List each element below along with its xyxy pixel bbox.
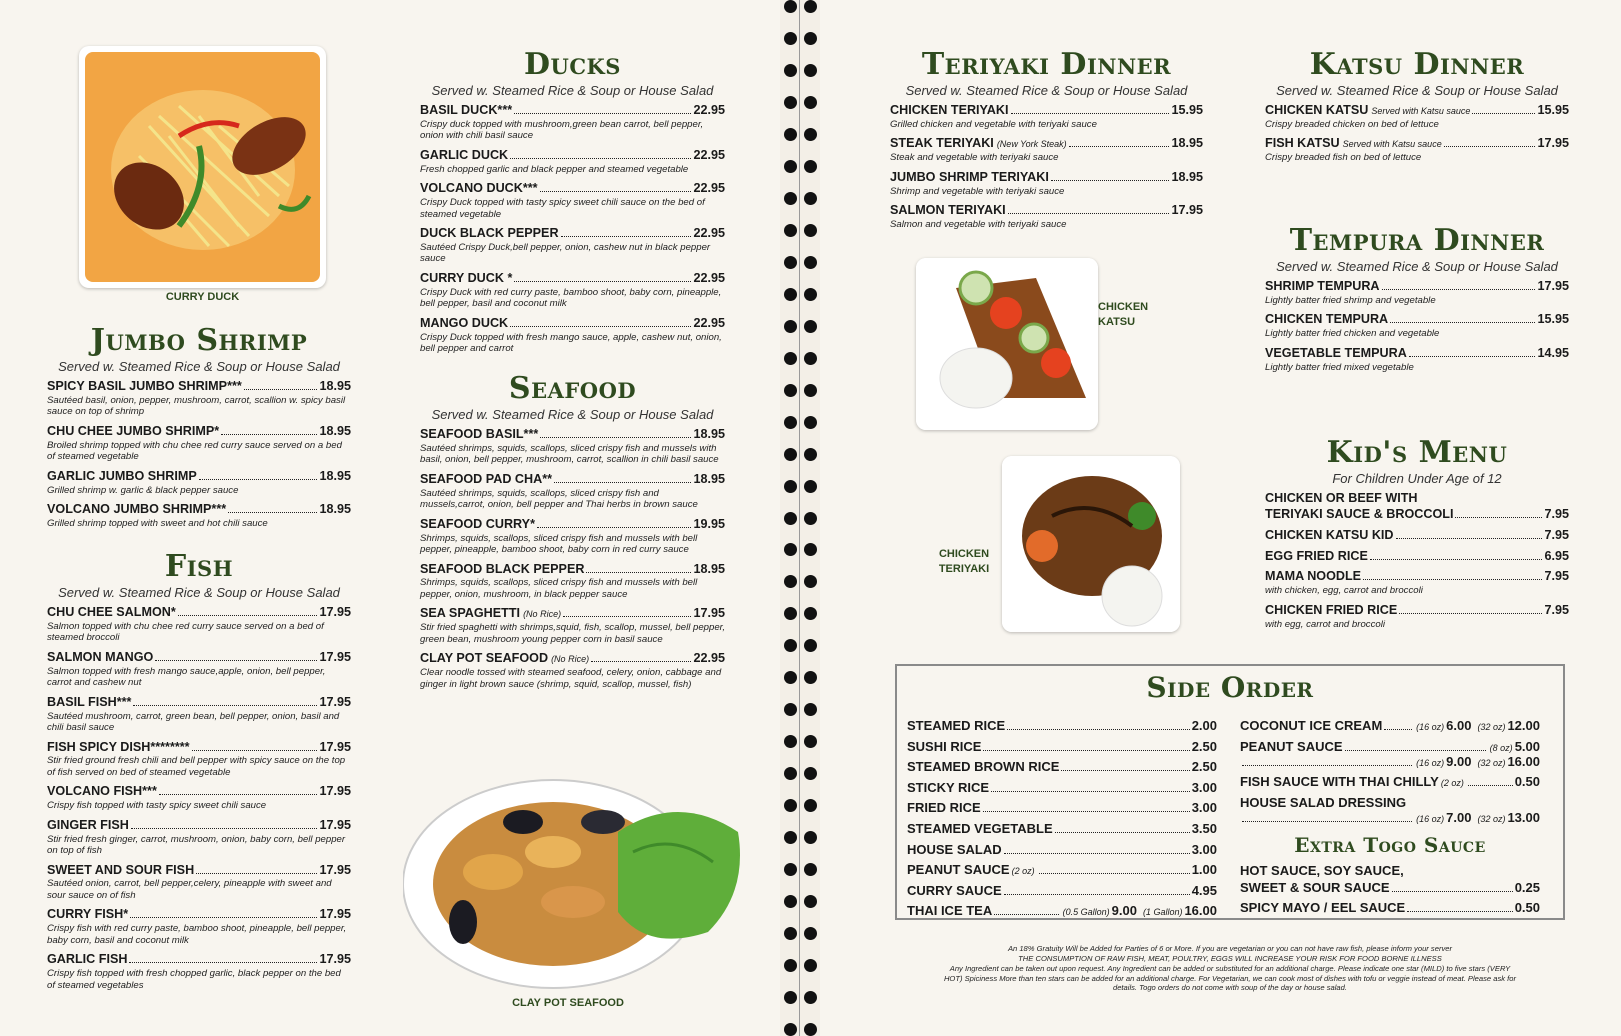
- menu-item-price: 22.95: [693, 270, 725, 285]
- kids-menu-section: [1265, 435, 1569, 637]
- menu-item-price: 22.95: [693, 181, 725, 196]
- menu-item-description: Crispy breaded fish on bed of lettuce: [1265, 152, 1422, 164]
- binding-hole: [784, 160, 797, 173]
- menu-item: [1265, 529, 1569, 543]
- binding-hole: [784, 671, 797, 684]
- menu-item-description: Sautéed onion, carrot, bell pepper,celery, pineapple with sweet and sour sauce on of fish: [47, 878, 332, 901]
- menu-item-price: 7.95: [1544, 506, 1569, 521]
- teriyaki-title: Teriyaki Dinner: [921, 47, 1172, 82]
- menu-item: [1265, 137, 1569, 163]
- menu-item-name: SPICY BASIL JUMBO SHRIMP***: [47, 379, 242, 393]
- menu-item-name: GARLIC FISH: [47, 952, 128, 967]
- ducks-section: [420, 47, 725, 362]
- menu-item-name: SEA SPAGHETTI: [420, 606, 521, 621]
- menu-item: [47, 425, 351, 463]
- footnote-line-2: THE CONSUMPTION OF RAW FISH, MEAT, POULTRY, EGGS WILL INCREASE YOUR RISK FOR FOOD BORNE ILLNESS: [1018, 953, 1442, 963]
- fish-title: Fish: [164, 549, 234, 584]
- peanut-sauce-row: PEANUT SAUCE (8 oz) 5.00: [1240, 738, 1540, 754]
- menu-item-price: 17.95: [319, 784, 351, 799]
- binding-hole: [784, 959, 797, 972]
- menu-item: [47, 380, 351, 418]
- binding-hole: [784, 512, 797, 525]
- side-order-item: STEAMED RICE 2.00: [907, 718, 1217, 733]
- binding-hole: [804, 96, 817, 109]
- menu-item-name: VOLCANO JUMBO SHRIMP***: [47, 502, 227, 517]
- menu-item-name: GINGER FISH: [47, 817, 129, 832]
- menu-item: [47, 651, 351, 689]
- menu-item-note: Served with Katsu sauce: [1342, 139, 1442, 150]
- menu-item: [47, 908, 351, 946]
- menu-item-description: Sautéed basil, onion, pepper, mushroom, carrot, scallion w. spicy basil sauce on top of shrimp: [47, 394, 346, 418]
- menu-item-description: Stir fried spaghetti with shrimps,squid, fish, scallop, mussel, bell pepper, green bean, mushroom young pepper corn in basil sauce: [420, 622, 726, 645]
- menu-item: [890, 171, 1203, 197]
- binding-hole: [784, 831, 797, 844]
- binding-hole: [804, 128, 817, 141]
- menu-item: [420, 652, 725, 690]
- menu-item-name: SEAFOOD PAD CHA**: [420, 471, 553, 486]
- binding-hole: [804, 543, 817, 556]
- menu-item-name: BASIL FISH***: [47, 694, 132, 709]
- spine-line: [799, 0, 800, 1036]
- menu-item-price: 15.95: [1537, 312, 1569, 327]
- binding-hole: [784, 0, 797, 13]
- ducks-list: [420, 104, 725, 355]
- menu-item-description: Salmon topped with fresh mango sauce,apple, onion, bell pepper, carrot and cashew nut: [47, 665, 326, 689]
- togo-line-2: SWEET & SOUR SAUCE 0.25: [1240, 879, 1540, 895]
- binding-hole: [804, 160, 817, 173]
- menu-item-name: CHICKEN KATSU KID: [1265, 527, 1394, 542]
- side-order-title: Side Order: [1146, 671, 1314, 704]
- menu-item-description: Lightly batter fried mixed vegetable: [1265, 361, 1414, 373]
- menu-item-price: 17.95: [319, 907, 351, 922]
- menu-item-price: 18.95: [319, 423, 351, 438]
- menu-item-price: 22.95: [693, 315, 725, 330]
- thai-ice-tea-row: THAI ICE TEA (0.5 Gallon) 9.00 (1 Gallon) 16.00: [907, 903, 1217, 919]
- menu-item: [420, 272, 725, 310]
- menu-item-price: 19.95: [693, 516, 725, 531]
- seafood-title: Seafood: [508, 371, 637, 406]
- menu-item-name: CLAY POT SEAFOOD: [420, 651, 549, 666]
- footnote-line-3: Any Ingredient can be taken out upon request. Any Ingredient can be added or substituted for an additional charge. Please indicate one star (MILD) to five stars (VERY HOT) Spiciness More than ten stars can be added for an additional charge. For Vegetarian, we can cook most of dishes with tofu or veggie instead of meat. Please ask for details. Togo orders do not come with soup of the day or house salad.: [943, 963, 1517, 993]
- side-order-left-list: [907, 718, 1217, 898]
- menu-item-price: 15.95: [1537, 103, 1569, 117]
- binding-hole: [784, 863, 797, 876]
- chicken-teriyaki-photo: [1002, 456, 1180, 632]
- peanut-sauce-row-2: (16 oz) 9.00 (32 oz) 16.00: [1240, 754, 1540, 769]
- side-order-box: [895, 664, 1565, 920]
- menu-item-description: Lightly batter fried chicken and vegetable: [1265, 328, 1440, 340]
- menu-item-price: 22.95: [693, 147, 725, 162]
- menu-item-description: Grilled shrimp topped with sweet and hot chili sauce: [47, 517, 268, 529]
- tempura-title: Tempura Dinner: [1289, 223, 1545, 258]
- binding-hole: [804, 1023, 817, 1036]
- binding-hole: [804, 991, 817, 1004]
- fish-list: [47, 606, 351, 991]
- binding-hole: [804, 448, 817, 461]
- menu-item: [47, 953, 351, 991]
- seafood-list: [420, 428, 725, 690]
- menu-item-description: with chicken, egg, carrot and broccoli: [1265, 585, 1423, 597]
- menu-item-price: 18.95: [693, 561, 725, 576]
- binding-hole: [804, 256, 817, 269]
- jumbo-shrimp-list: [47, 380, 351, 529]
- menu-item-price: 17.95: [319, 862, 351, 877]
- menu-item-price: 22.95: [693, 651, 725, 666]
- menu-item-price: 18.95: [319, 379, 351, 393]
- menu-item-description: Crispy Duck topped with fresh mango sauce, apple, cashew nut, onion, bell pepper and carrot: [420, 331, 722, 355]
- menu-item-price: 7.95: [1544, 602, 1569, 617]
- menu-item: [1265, 604, 1569, 630]
- katsu-title: Katsu Dinner: [1309, 47, 1525, 82]
- menu-item-description: Steak and vegetable with teriyaki sauce: [890, 152, 1059, 164]
- binding-hole: [804, 384, 817, 397]
- binding-hole: [784, 288, 797, 301]
- menu-item-price: 7.95: [1544, 527, 1569, 542]
- binding-hole: [784, 448, 797, 461]
- kids-list: [1265, 508, 1569, 630]
- clay-pot-seafood-photo: [403, 762, 748, 990]
- binding-hole: [804, 895, 817, 908]
- menu-item-name: FISH SPICY DISH********: [47, 739, 190, 754]
- menu-item: [420, 317, 725, 355]
- menu-item-description: Grilled shrimp w. garlic & black pepper sauce: [47, 484, 239, 496]
- menu-item-price: 17.95: [319, 605, 351, 619]
- menu-item-description: Stir fried ground fresh chili and bell pepper with spicy sauce on the top of fish served on bed of steamed vegetable: [47, 755, 346, 778]
- menu-item: [47, 741, 351, 779]
- menu-item: [890, 137, 1203, 163]
- chicken-teriyaki-caption: CHICKEN TERIYAKI: [938, 548, 990, 575]
- binding-hole: [804, 512, 817, 525]
- menu-item-description: Fresh chopped garlic and black pepper and steamed vegetable: [420, 163, 689, 175]
- menu-item-name: DUCK BLACK PEPPER: [420, 226, 559, 241]
- menu-item: [420, 104, 725, 142]
- menu-item-name: MANGO DUCK: [420, 315, 509, 330]
- binding-hole: [784, 352, 797, 365]
- curry-duck-photo: [79, 46, 326, 288]
- menu-item-description: Broiled shrimp topped with chu chee red curry sauce served on a bed of steamed vegetable: [47, 439, 342, 463]
- menu-item-name: JUMBO SHRIMP TERIYAKI: [890, 169, 1049, 184]
- binding-hole: [804, 352, 817, 365]
- house-dressing-prices: (16 oz) 7.00 (32 oz) 13.00: [1240, 810, 1540, 825]
- togo-line-3: SPICY MAYO / EEL SAUCE 0.50: [1240, 900, 1540, 916]
- tempura-list: [1265, 280, 1569, 373]
- menu-item-name: MAMA NOODLE: [1265, 569, 1362, 584]
- menu-item-description: Sautéed shrimps, squids, scallops, sliced crispy fish and mussels,carrot, onion, bell pepper and Thai herbs in brown sauce: [420, 487, 698, 511]
- menu-item-name: TERIYAKI SAUCE & BROCCOLI: [1265, 506, 1454, 521]
- menu-item-description: Sautéed mushroom, carrot, green bean, bell pepper, onion, basil and chili basil sauce: [47, 710, 340, 734]
- binding-hole: [784, 991, 797, 1004]
- menu-item-name: CHICKEN TEMPURA: [1265, 312, 1389, 327]
- menu-item-note: (No Rice): [523, 609, 562, 620]
- menu-item: [1265, 347, 1569, 373]
- coconut-ice-cream-row: COCONUT ICE CREAM (16 oz) 6.00 (32 oz) 12.00: [1240, 718, 1540, 733]
- binding-hole: [804, 799, 817, 812]
- footnote: [940, 944, 1520, 993]
- house-dressing-row: HOUSE SALAD DRESSING: [1240, 794, 1407, 810]
- menu-item: [1265, 508, 1569, 522]
- menu-item: [420, 428, 725, 466]
- menu-item-description: Crispy Duck with red curry paste, bamboo shoot, baby corn, pineapple, bell pepper, basil and coconut milk: [420, 286, 722, 310]
- binding-hole: [804, 927, 817, 940]
- menu-item: [420, 563, 725, 601]
- menu-item-price: 22.95: [693, 226, 725, 241]
- menu-item-price: 17.95: [319, 739, 351, 754]
- katsu-list: [1265, 104, 1569, 164]
- binding-hole: [784, 639, 797, 652]
- menu-item-price: 14.95: [1537, 345, 1569, 360]
- chicken-katsu-caption: CHICKEN KATSU: [1098, 301, 1149, 328]
- side-order-item: HOUSE SALAD 3.00: [907, 841, 1217, 857]
- menu-item-description: Crispy fish topped with fresh chopped garlic, black pepper on the bed of steamed vegetables: [47, 968, 341, 991]
- binding-hole: [784, 799, 797, 812]
- side-order-left-column: [907, 718, 1217, 924]
- menu-item: [420, 227, 725, 265]
- menu-item-price: 7.95: [1544, 569, 1569, 584]
- menu-item-price: 18.95: [319, 502, 351, 517]
- menu-item: [420, 149, 725, 175]
- menu-item: [420, 607, 725, 645]
- menu-item-note: (No Rice): [551, 654, 590, 665]
- menu-item-name: CHICKEN TERIYAKI: [890, 103, 1009, 117]
- menu-item-price: 18.95: [693, 427, 725, 441]
- binding-hole: [784, 480, 797, 493]
- binding-hole: [804, 703, 817, 716]
- menu-item-name: VOLCANO FISH***: [47, 784, 157, 799]
- menu-item-description: Lightly batter fried shrimp and vegetable: [1265, 294, 1436, 306]
- binding-hole: [784, 320, 797, 333]
- menu-item-description: Salmon topped with chu chee red curry sauce served on a bed of steamed broccoli: [47, 620, 324, 644]
- binding-hole: [784, 735, 797, 748]
- teriyaki-section: [890, 47, 1203, 237]
- menu-item-name: SEAFOOD BASIL***: [420, 427, 539, 441]
- binding-hole: [784, 767, 797, 780]
- binding-hole: [784, 128, 797, 141]
- side-order-right-column: [1240, 718, 1540, 921]
- menu-item: [47, 696, 351, 734]
- menu-item-description: Sautéed shrimps, squids, scallops, sliced crispy fish and mussels with basil, onion, bell pepper, mushroom, carrot, scallion in chili basil sauce: [420, 442, 719, 466]
- menu-item-name: CURRY DUCK *: [420, 270, 513, 285]
- binding-hole: [784, 895, 797, 908]
- menu-item-price: 17.95: [1537, 136, 1569, 151]
- menu-item: [47, 606, 351, 644]
- menu-item-description: Grilled chicken and vegetable with teriyaki sauce: [890, 118, 1097, 130]
- binding-holes-left: [783, 0, 797, 1036]
- fish-subtitle: Served w. Steamed Rice & Soup or House Salad: [58, 585, 340, 600]
- menu-item-description: with egg, carrot and broccoli: [1265, 618, 1385, 630]
- seafood-section: [420, 371, 726, 697]
- binding-hole: [784, 32, 797, 45]
- binding-hole: [804, 607, 817, 620]
- menu-item-name: GARLIC DUCK: [420, 147, 509, 162]
- ducks-subtitle: Served w. Steamed Rice & Soup or House Salad: [431, 83, 714, 98]
- fish-sauce-row: FISH SAUCE WITH THAI CHILLY (2 oz) 0.50: [1240, 774, 1540, 790]
- menu-item-name: CHICKEN KATSU: [1265, 103, 1369, 117]
- menu-item-description: Stir fried fresh ginger, carrot, mushroom, onion, baby corn, bell pepper on top of fish: [47, 833, 346, 857]
- menu-item: [420, 473, 725, 511]
- binding-hole: [804, 767, 817, 780]
- menu-item: [47, 785, 351, 811]
- side-order-item: FRIED RICE 3.00: [907, 800, 1217, 816]
- menu-item: [47, 503, 351, 529]
- menu-item-description: Salmon and vegetable with teriyaki sauce: [890, 218, 1067, 230]
- menu-item-name: SEAFOOD CURRY*: [420, 516, 535, 531]
- menu-item-name: SALMON TERIYAKI: [890, 203, 1006, 218]
- katsu-section: [1265, 47, 1569, 171]
- binding-hole: [784, 1023, 797, 1036]
- binding-hole: [804, 831, 817, 844]
- menu-item-name: SWEET AND SOUR FISH: [47, 862, 195, 877]
- binding-hole: [804, 735, 817, 748]
- menu-item-name: SALMON MANGO: [47, 649, 154, 664]
- binding-hole: [784, 384, 797, 397]
- katsu-subtitle: Served w. Steamed Rice & Soup or House Salad: [1276, 83, 1558, 98]
- jumbo-shrimp-section: [47, 323, 351, 536]
- kids-subtitle: For Children Under Age of 12: [1332, 471, 1502, 486]
- jumbo-shrimp-subtitle: Served w. Steamed Rice & Soup or House Salad: [58, 359, 340, 374]
- binding-hole: [784, 575, 797, 588]
- togo-sauce-title: Extra Togo Sauce: [1294, 832, 1486, 857]
- menu-item-description: Sautéed Crispy Duck,bell pepper, onion, cashew nut in black pepper sauce: [420, 241, 711, 265]
- seafood-subtitle: Served w. Steamed Rice & Soup or House Salad: [431, 407, 714, 422]
- binding-hole: [784, 927, 797, 940]
- menu-item: [47, 470, 351, 496]
- menu-item-price: 17.95: [693, 606, 725, 621]
- binding-hole: [804, 32, 817, 45]
- menu-item-description: Crispy fish topped with tasty spicy sweet chili sauce: [47, 800, 267, 812]
- menu-item-price: 22.95: [693, 103, 725, 117]
- menu-item-name: EGG FRIED RICE: [1265, 548, 1368, 563]
- kids-first-line: CHICKEN OR BEEF WITH: [1265, 491, 1418, 505]
- binding-hole: [784, 416, 797, 429]
- teriyaki-subtitle: Served w. Steamed Rice & Soup or House Salad: [905, 83, 1188, 98]
- menu-item-description: Clear noodle tossed with steamed seafood, celery, onion, cabbage and ginger in light brown sauce (shrimp, squid, scallop, mussel, fish): [420, 667, 722, 690]
- menu-item-description: Shrimps, squids, scallops, sliced crispy fish and mussels with bell pepper, onion, mushroom, in black pepper sauce: [420, 577, 698, 600]
- menu-item-price: 18.95: [1171, 169, 1203, 184]
- menu-item-name: CHICKEN FRIED RICE: [1265, 602, 1398, 617]
- binding-hole: [784, 703, 797, 716]
- menu-item-price: 17.95: [319, 694, 351, 709]
- side-order-item: STICKY RICE 3.00: [907, 779, 1217, 795]
- menu-item-price: 17.95: [319, 649, 351, 664]
- menu-item-name: GARLIC JUMBO SHRIMP: [47, 468, 197, 483]
- menu-item-description: Crispy duck topped with mushroom,green bean carrot, bell pepper, onion with chili basil sauce: [420, 118, 704, 142]
- binding-hole: [784, 256, 797, 269]
- menu-item-name: SEAFOOD BLACK PEPPER: [420, 561, 585, 576]
- menu-item: [1265, 313, 1569, 339]
- binding-hole: [784, 192, 797, 205]
- menu-item-description: Shrimps, squids, scallops, sliced crispy fish and mussels with bell pepper, pineapple, bamboo shoot, baby corn in red curry sauce: [420, 532, 698, 556]
- binding-hole: [784, 96, 797, 109]
- tempura-section: [1265, 223, 1569, 380]
- menu-item-description: Crispy Duck topped with tasty spicy sweet chili sauce on the bed of steamed vegetable: [420, 197, 705, 220]
- binding-hole: [804, 64, 817, 77]
- menu-item-note: Served with Katsu sauce: [1371, 106, 1471, 116]
- binding-hole: [784, 64, 797, 77]
- menu-item-description: Shrimp and vegetable with teriyaki sauce: [890, 185, 1065, 197]
- footnote-line-1: An 18% Gratuity Will be Added for Parties of 6 or More. If you are vegetarian or you can not have raw fish, please inform your server: [1007, 944, 1453, 953]
- binding-hole: [804, 863, 817, 876]
- menu-item: [420, 182, 725, 220]
- menu-item-name: CHU CHEE JUMBO SHRIMP*: [47, 423, 220, 438]
- menu-item-name: FISH KATSU: [1265, 136, 1340, 151]
- binding-hole: [804, 320, 817, 333]
- chicken-katsu-photo: [916, 258, 1098, 430]
- menu-item: [1265, 280, 1569, 306]
- binding-hole: [804, 224, 817, 237]
- menu-item-description: Crispy fish with red curry paste, bamboo shoot, pineapple, bell pepper, baby corn, basil and coconut milk: [47, 923, 347, 946]
- menu-item: [1265, 104, 1569, 130]
- teriyaki-list: [890, 104, 1203, 230]
- jumbo-shrimp-title: Jumbo Shrimp: [90, 323, 308, 358]
- menu-item-name: CHU CHEE SALMON*: [47, 605, 176, 619]
- menu-item: [890, 104, 1203, 130]
- menu-item-name: CURRY FISH*: [47, 907, 129, 922]
- menu-item-name: VEGETABLE TEMPURA: [1265, 345, 1407, 360]
- binding-holes-right: [803, 0, 817, 1036]
- menu-item-price: 17.95: [319, 952, 351, 967]
- binding-hole: [804, 575, 817, 588]
- ducks-title: Ducks: [524, 47, 621, 82]
- side-order-item: CURRY SAUCE 4.95: [907, 882, 1217, 898]
- fish-section: [47, 549, 351, 998]
- menu-item-name: BASIL DUCK***: [420, 103, 513, 117]
- side-order-item: STEAMED BROWN RICE 2.50: [907, 759, 1217, 775]
- binding-hole: [804, 0, 817, 13]
- binding-hole: [784, 543, 797, 556]
- menu-item-description: Crispy breaded chicken on bed of lettuce: [1265, 118, 1439, 130]
- menu-item-price: 18.95: [693, 471, 725, 486]
- menu-item-price: 6.95: [1544, 548, 1569, 563]
- binding-hole: [804, 288, 817, 301]
- menu-item-price: 17.95: [1171, 203, 1203, 218]
- side-order-item: STEAMED VEGETABLE 3.50: [907, 820, 1217, 836]
- kids-title: Kid's Menu: [1326, 435, 1508, 470]
- binding-hole: [804, 192, 817, 205]
- spiral-binding: [780, 0, 820, 1036]
- menu-item: [890, 204, 1203, 230]
- menu-item-price: 15.95: [1171, 103, 1203, 117]
- menu-item-name: STEAK TERIYAKI: [890, 136, 994, 151]
- binding-hole: [804, 480, 817, 493]
- binding-hole: [804, 416, 817, 429]
- togo-line-1: HOT SAUCE, SOY SAUCE,: [1240, 862, 1404, 878]
- menu-item: [47, 819, 351, 857]
- menu-item-name: SHRIMP TEMPURA: [1265, 279, 1380, 293]
- menu-item: [1265, 550, 1569, 564]
- menu-item: [1265, 570, 1569, 596]
- binding-hole: [804, 671, 817, 684]
- curry-duck-caption: CURRY DUCK: [165, 291, 240, 303]
- menu-item: [47, 864, 351, 902]
- menu-item-price: 18.95: [1171, 136, 1203, 151]
- menu-item-price: 17.95: [319, 817, 351, 832]
- side-order-item: PEANUT SAUCE (2 oz) 1.00: [907, 862, 1217, 878]
- side-order-item: SUSHI RICE 2.50: [907, 738, 1217, 754]
- menu-item-note: (New York Steak): [996, 139, 1067, 150]
- clay-pot-caption: CLAY POT SEAFOOD: [512, 997, 624, 1009]
- binding-hole: [804, 959, 817, 972]
- menu-item-price: 18.95: [319, 468, 351, 483]
- menu-item: [420, 518, 725, 556]
- tempura-subtitle: Served w. Steamed Rice & Soup or House Salad: [1276, 259, 1558, 274]
- menu-item-name: VOLCANO DUCK***: [420, 181, 538, 196]
- binding-hole: [784, 607, 797, 620]
- menu-item-price: 17.95: [1537, 279, 1569, 293]
- binding-hole: [804, 639, 817, 652]
- binding-hole: [784, 224, 797, 237]
